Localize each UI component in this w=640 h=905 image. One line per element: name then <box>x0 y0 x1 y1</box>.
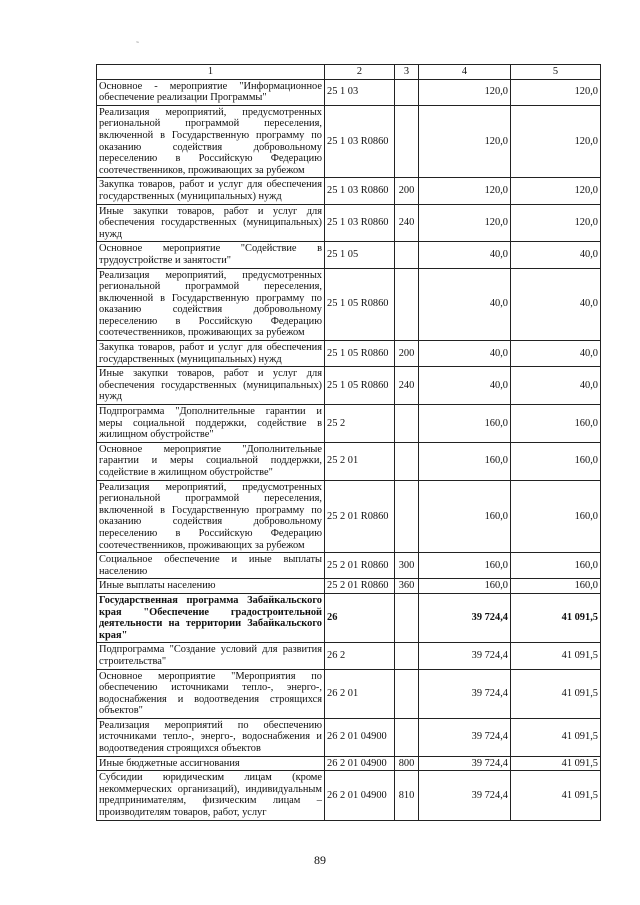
table-header-row <box>97 65 601 80</box>
row-code: 26 2 01 04900 <box>325 771 395 820</box>
row-value-2: 40,0 <box>511 341 601 367</box>
table-row <box>97 442 601 480</box>
row-name: Основное мероприятие "Содействие в трудоустройстве и занятости" <box>97 242 325 268</box>
table-row <box>97 242 601 268</box>
row-value-2: 120,0 <box>511 79 601 105</box>
row-expense-type <box>395 480 419 553</box>
table-row <box>97 367 601 405</box>
table-row <box>97 79 601 105</box>
page-number: 89 <box>314 853 326 867</box>
budget-table <box>96 64 601 821</box>
row-expense-type <box>395 593 419 642</box>
row-expense-type: 200 <box>395 341 419 367</box>
row-code: 25 2 01 R0860 <box>325 480 395 553</box>
table-row <box>97 771 601 820</box>
row-code: 26 2 <box>325 643 395 669</box>
row-name: Реализация мероприятий, предусмотренных региональной программой переселения, включенной в Государственную программу по оказанию содействия добровольному переселению в Российскую Федерацию соотечественников, проживающих за рубежом <box>97 480 325 553</box>
row-expense-type: 240 <box>395 367 419 405</box>
row-name: Социальное обеспечение и иные выплаты населению <box>97 553 325 579</box>
row-value-1: 39 724,4 <box>419 718 511 756</box>
table-row <box>97 341 601 367</box>
row-name: Основное мероприятие "Дополнительные гарантии и меры социальной поддержки, содействие в жилищном обустройстве" <box>97 442 325 480</box>
row-name: Реализация мероприятий, предусмотренных региональной программой переселения, включенной в Государственную программу по оказанию содействия добровольному переселению в Российскую Федерацию соотечественников, проживающих за рубежом <box>97 105 325 178</box>
row-value-1: 160,0 <box>419 405 511 443</box>
row-value-1: 40,0 <box>419 367 511 405</box>
row-expense-type <box>395 405 419 443</box>
row-value-1: 40,0 <box>419 268 511 341</box>
row-value-2: 160,0 <box>511 442 601 480</box>
row-value-1: 120,0 <box>419 105 511 178</box>
header-col-2: 2 <box>325 65 395 80</box>
row-name: Государственная программа Забайкальского края "Обеспечение градостроительной деятельности на территории Забайкальского края" <box>97 593 325 642</box>
table-row <box>97 268 601 341</box>
row-value-2: 41 091,5 <box>511 643 601 669</box>
row-value-2: 40,0 <box>511 268 601 341</box>
row-name: Реализация мероприятий по обеспечению источниками тепло-, энерго-, водоснабжения и водоотведения строящихся объектов <box>97 718 325 756</box>
row-expense-type <box>395 718 419 756</box>
row-name: Иные закупки товаров, работ и услуг для обеспечения государственных (муниципальных) нужд <box>97 204 325 242</box>
row-value-1: 120,0 <box>419 204 511 242</box>
row-name: Субсидии юридическим лицам (кроме некоммерческих организаций), индивидуальным предпринимателям, физическим лицам – производителям товаров, работ, услуг <box>97 771 325 820</box>
row-name: Иные закупки товаров, работ и услуг для обеспечения государственных (муниципальных) нужд <box>97 367 325 405</box>
row-value-1: 39 724,4 <box>419 593 511 642</box>
row-code: 25 1 05 <box>325 242 395 268</box>
row-value-1: 120,0 <box>419 178 511 204</box>
row-value-2: 120,0 <box>511 105 601 178</box>
row-code: 25 1 03 R0860 <box>325 105 395 178</box>
row-name: Основное - мероприятие "Информационное обеспечение реализации Программы" <box>97 79 325 105</box>
table-row <box>97 579 601 594</box>
row-value-2: 41 091,5 <box>511 756 601 771</box>
row-code: 25 1 03 <box>325 79 395 105</box>
table-row <box>97 405 601 443</box>
row-value-2: 120,0 <box>511 204 601 242</box>
row-value-1: 160,0 <box>419 579 511 594</box>
row-value-1: 40,0 <box>419 242 511 268</box>
row-code: 26 2 01 04900 <box>325 718 395 756</box>
row-name: Иные выплаты населению <box>97 579 325 594</box>
row-code: 25 2 01 <box>325 442 395 480</box>
row-expense-type <box>395 242 419 268</box>
header-col-4: 4 <box>419 65 511 80</box>
row-value-2: 41 091,5 <box>511 593 601 642</box>
row-expense-type <box>395 442 419 480</box>
row-value-2: 40,0 <box>511 367 601 405</box>
scan-mark: ˜ <box>136 40 139 50</box>
row-code: 25 1 03 R0860 <box>325 204 395 242</box>
row-value-1: 39 724,4 <box>419 771 511 820</box>
row-expense-type <box>395 268 419 341</box>
row-value-2: 160,0 <box>511 553 601 579</box>
row-name: Основное мероприятие "Мероприятия по обеспечению источниками тепло-, энерго-, водоснабжения и водоотведения строящихся объектов" <box>97 669 325 718</box>
row-code: 25 1 03 R0860 <box>325 178 395 204</box>
row-expense-type: 800 <box>395 756 419 771</box>
row-name: Подпрограмма "Дополнительные гарантии и меры социальной поддержки, содействие в жилищном обустройстве" <box>97 405 325 443</box>
header-col-3: 3 <box>395 65 419 80</box>
table-row <box>97 718 601 756</box>
row-expense-type <box>395 105 419 178</box>
row-value-2: 40,0 <box>511 242 601 268</box>
row-value-1: 39 724,4 <box>419 669 511 718</box>
row-expense-type: 300 <box>395 553 419 579</box>
table-row <box>97 643 601 669</box>
row-value-2: 160,0 <box>511 480 601 553</box>
row-value-1: 120,0 <box>419 79 511 105</box>
row-value-1: 39 724,4 <box>419 643 511 669</box>
row-value-2: 41 091,5 <box>511 669 601 718</box>
table-row <box>97 105 601 178</box>
row-value-1: 39 724,4 <box>419 756 511 771</box>
row-value-2: 120,0 <box>511 178 601 204</box>
row-code: 25 1 05 R0860 <box>325 341 395 367</box>
table-body <box>97 79 601 820</box>
row-expense-type: 200 <box>395 178 419 204</box>
table-row <box>97 553 601 579</box>
row-expense-type <box>395 79 419 105</box>
row-value-1: 40,0 <box>419 341 511 367</box>
row-name: Закупка товаров, работ и услуг для обеспечения государственных (муниципальных) нужд <box>97 178 325 204</box>
table-row <box>97 756 601 771</box>
row-name: Реализация мероприятий, предусмотренных региональной программой переселения, включенной в Государственную программу по оказанию содействия добровольному переселению в Российскую Федерацию соотечественников, проживающих за рубежом <box>97 268 325 341</box>
row-value-1: 160,0 <box>419 442 511 480</box>
table-row <box>97 593 601 642</box>
row-expense-type <box>395 669 419 718</box>
row-value-2: 160,0 <box>511 579 601 594</box>
row-expense-type: 810 <box>395 771 419 820</box>
header-col-1: 1 <box>97 65 325 80</box>
row-code: 25 2 01 R0860 <box>325 579 395 594</box>
table-row <box>97 669 601 718</box>
table-row <box>97 480 601 553</box>
row-code: 26 2 01 04900 <box>325 756 395 771</box>
row-code: 25 2 <box>325 405 395 443</box>
row-expense-type <box>395 643 419 669</box>
row-expense-type: 240 <box>395 204 419 242</box>
row-code: 25 2 01 R0860 <box>325 553 395 579</box>
row-code: 25 1 05 R0860 <box>325 367 395 405</box>
row-name: Закупка товаров, работ и услуг для обеспечения государственных (муниципальных) нужд <box>97 341 325 367</box>
row-name: Иные бюджетные ассигнования <box>97 756 325 771</box>
row-value-1: 160,0 <box>419 480 511 553</box>
header-col-5: 5 <box>511 65 601 80</box>
row-value-2: 41 091,5 <box>511 771 601 820</box>
table-row <box>97 204 601 242</box>
row-value-1: 160,0 <box>419 553 511 579</box>
row-expense-type: 360 <box>395 579 419 594</box>
table-row <box>97 178 601 204</box>
row-value-2: 41 091,5 <box>511 718 601 756</box>
row-code: 26 <box>325 593 395 642</box>
row-code: 25 1 05 R0860 <box>325 268 395 341</box>
row-code: 26 2 01 <box>325 669 395 718</box>
row-name: Подпрограмма "Создание условий для развития строительства" <box>97 643 325 669</box>
row-value-2: 160,0 <box>511 405 601 443</box>
